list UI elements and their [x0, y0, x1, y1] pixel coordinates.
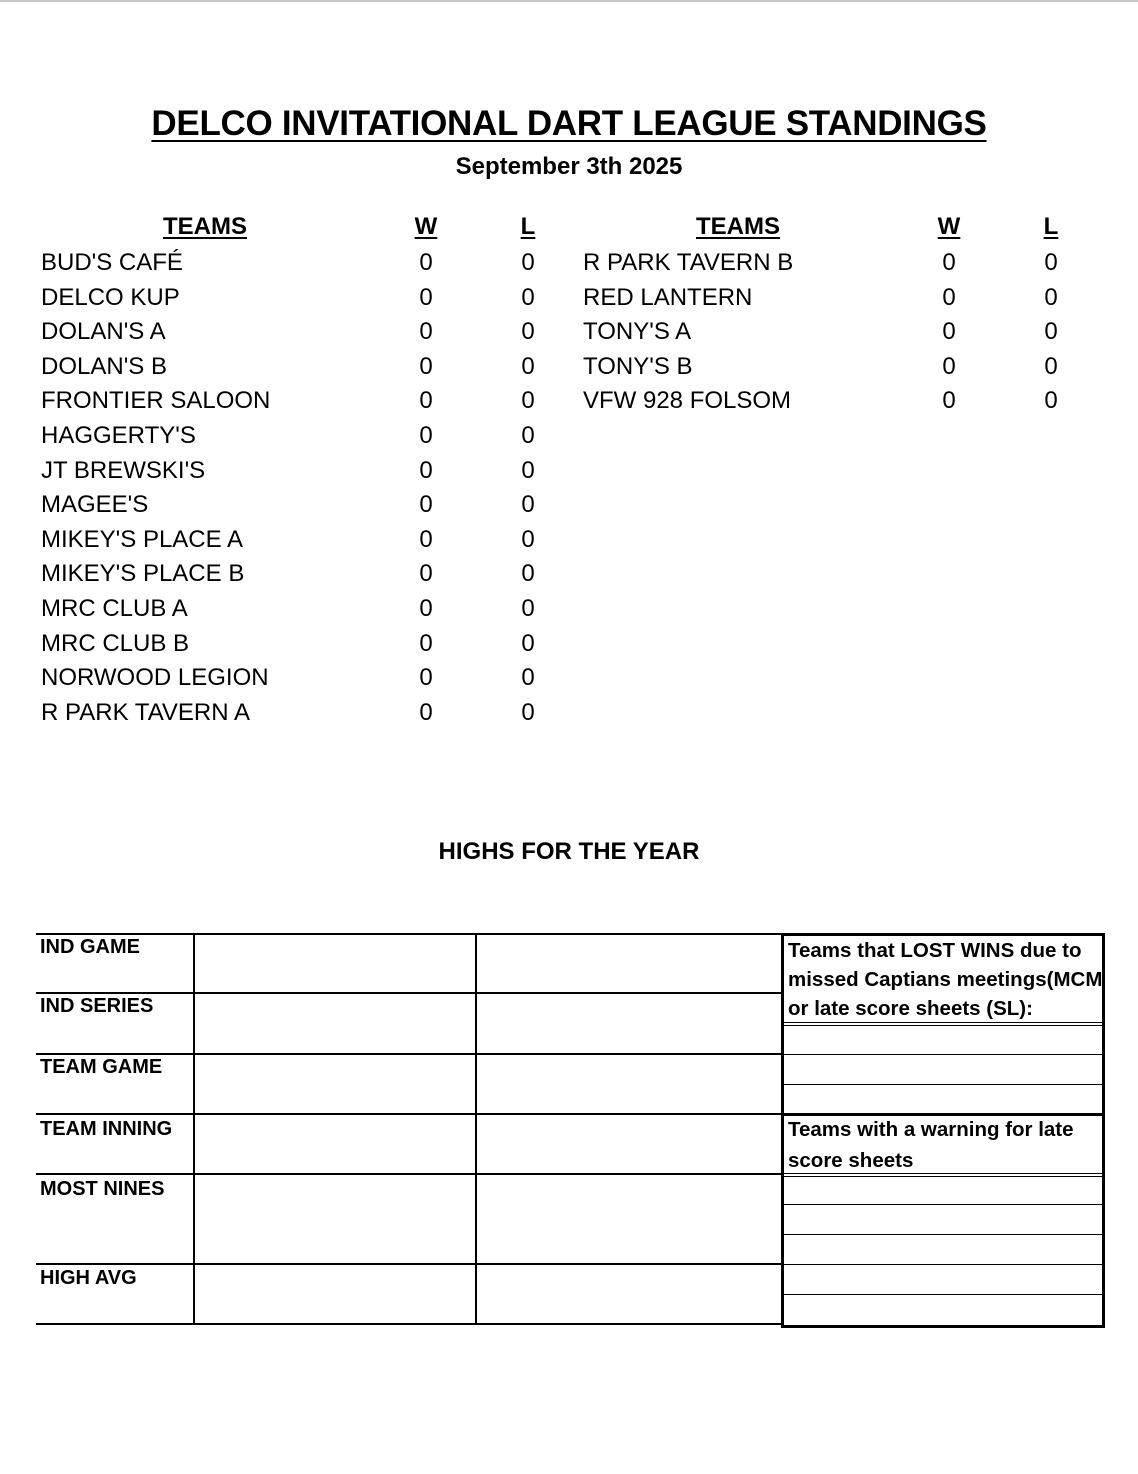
wins-value: 0	[419, 387, 433, 415]
highs-grid-line	[193, 933, 195, 1325]
standings-date: September 3th 2025	[455, 153, 683, 180]
losses-value: 0	[521, 456, 535, 484]
losses-value: 0	[521, 594, 535, 622]
losses-value: 0	[1044, 318, 1058, 346]
team-name: FRONTIER SALOON	[41, 387, 271, 415]
team-name: MIKEY'S PLACE A	[41, 525, 243, 553]
high-label-ind-series: IND SERIES	[40, 995, 154, 1017]
losses-value: 0	[521, 421, 535, 449]
team-name: TONY'S B	[583, 352, 693, 380]
wins-value: 0	[942, 249, 956, 276]
wins-value: 0	[419, 352, 433, 380]
page-top-border	[0, 0, 1138, 2]
wins-value: 0	[419, 283, 433, 311]
wins-value: 0	[942, 283, 956, 311]
highs-grid-line	[475, 933, 477, 1325]
losses-value: 0	[521, 283, 535, 311]
notes-rule	[784, 1264, 1102, 1265]
notes-rule	[784, 1204, 1102, 1205]
left-wins-header: W	[414, 213, 438, 240]
right-team-names	[583, 246, 793, 419]
losses-value: 0	[521, 491, 535, 519]
highs-grid-line	[36, 1053, 783, 1055]
team-name: NORWOOD LEGION	[41, 664, 269, 692]
right-teams-header: TEAMS	[696, 213, 780, 240]
wins-value: 0	[419, 629, 433, 657]
team-name: MRC CLUB A	[41, 594, 188, 622]
left-wins-column	[396, 246, 456, 730]
highs-grid-line	[36, 1173, 783, 1175]
team-name: JT BREWSKI'S	[41, 456, 206, 484]
wins-value: 0	[942, 352, 956, 380]
highs-grid-line	[36, 1263, 783, 1265]
high-label-most-nines: MOST NINES	[40, 1178, 165, 1200]
wins-value: 0	[942, 318, 956, 346]
left-team-names	[41, 246, 270, 730]
notes-rule	[784, 1173, 1102, 1174]
wins-value: 0	[419, 698, 433, 726]
team-name: R PARK TAVERN A	[41, 698, 250, 726]
lost-wins-note-line: or late score sheets (SL):	[788, 997, 1033, 1020]
notes-box	[781, 933, 1105, 1328]
wins-value: 0	[419, 664, 433, 692]
warning-note-line: score sheets	[788, 1149, 914, 1172]
losses-value: 0	[521, 525, 535, 553]
highs-grid-line	[36, 1113, 783, 1115]
losses-value: 0	[521, 318, 535, 346]
wins-value: 0	[942, 387, 956, 415]
team-name: HAGGERTY'S	[41, 421, 196, 449]
team-name: DOLAN'S B	[41, 352, 167, 380]
notes-rule	[784, 1025, 1102, 1026]
team-name: MAGEE'S	[41, 491, 149, 519]
highs-grid-line	[36, 1323, 783, 1325]
warning-note-line: Teams with a warning for late	[788, 1118, 1074, 1141]
left-teams-header: TEAMS	[163, 213, 247, 240]
losses-value: 0	[521, 698, 535, 726]
team-name: BUD'S CAFÉ	[41, 249, 183, 276]
losses-value: 0	[1044, 352, 1058, 380]
right-wins-header: W	[937, 213, 961, 240]
notes-rule	[784, 1054, 1102, 1055]
high-label-team-game: TEAM GAME	[40, 1056, 163, 1078]
losses-value: 0	[1044, 387, 1058, 415]
losses-value: 0	[521, 387, 535, 415]
losses-value: 0	[521, 629, 535, 657]
notes-rule	[784, 1084, 1102, 1085]
high-label-ind-game: IND GAME	[40, 936, 140, 958]
right-wins-column	[919, 246, 979, 419]
wins-value: 0	[419, 491, 433, 519]
losses-value: 0	[521, 352, 535, 380]
wins-value: 0	[419, 249, 433, 276]
highs-grid-line	[36, 933, 783, 935]
highs-title: HIGHS FOR THE YEAR	[438, 838, 700, 865]
left-losses-column	[498, 246, 558, 730]
team-name: RED LANTERN	[583, 283, 753, 311]
team-name: TONY'S A	[583, 318, 692, 346]
lost-wins-note-line: missed Captians meetings(MCM	[788, 968, 1103, 991]
lost-wins-note-line: Teams that LOST WINS due to	[788, 939, 1082, 962]
team-name: R PARK TAVERN B	[583, 249, 794, 276]
losses-value: 0	[521, 560, 535, 588]
wins-value: 0	[419, 594, 433, 622]
team-name: MIKEY'S PLACE B	[41, 560, 245, 588]
high-label-high-avg: HIGH AVG	[40, 1267, 137, 1289]
wins-value: 0	[419, 525, 433, 553]
losses-value: 0	[521, 249, 535, 276]
left-losses-header: L	[520, 213, 536, 240]
wins-value: 0	[419, 318, 433, 346]
notes-rule	[784, 1234, 1102, 1235]
team-name: MRC CLUB B	[41, 629, 190, 657]
wins-value: 0	[419, 560, 433, 588]
wins-value: 0	[419, 421, 433, 449]
right-losses-column	[1021, 246, 1081, 419]
team-name: VFW 928 FOLSOM	[583, 387, 792, 415]
notes-rule	[784, 1176, 1102, 1177]
losses-value: 0	[1044, 249, 1058, 276]
high-label-team-inning: TEAM INNING	[40, 1118, 173, 1140]
losses-value: 0	[521, 664, 535, 692]
highs-grid-line	[36, 992, 783, 994]
wins-value: 0	[419, 456, 433, 484]
right-losses-header: L	[1043, 213, 1059, 240]
team-name: DOLAN'S A	[41, 318, 166, 346]
losses-value: 0	[1044, 283, 1058, 311]
page-title: DELCO INVITATIONAL DART LEAGUE STANDINGS	[151, 104, 987, 143]
team-name: DELCO KUP	[41, 283, 180, 311]
notes-rule	[784, 1294, 1102, 1295]
notes-rule	[784, 1022, 1102, 1023]
